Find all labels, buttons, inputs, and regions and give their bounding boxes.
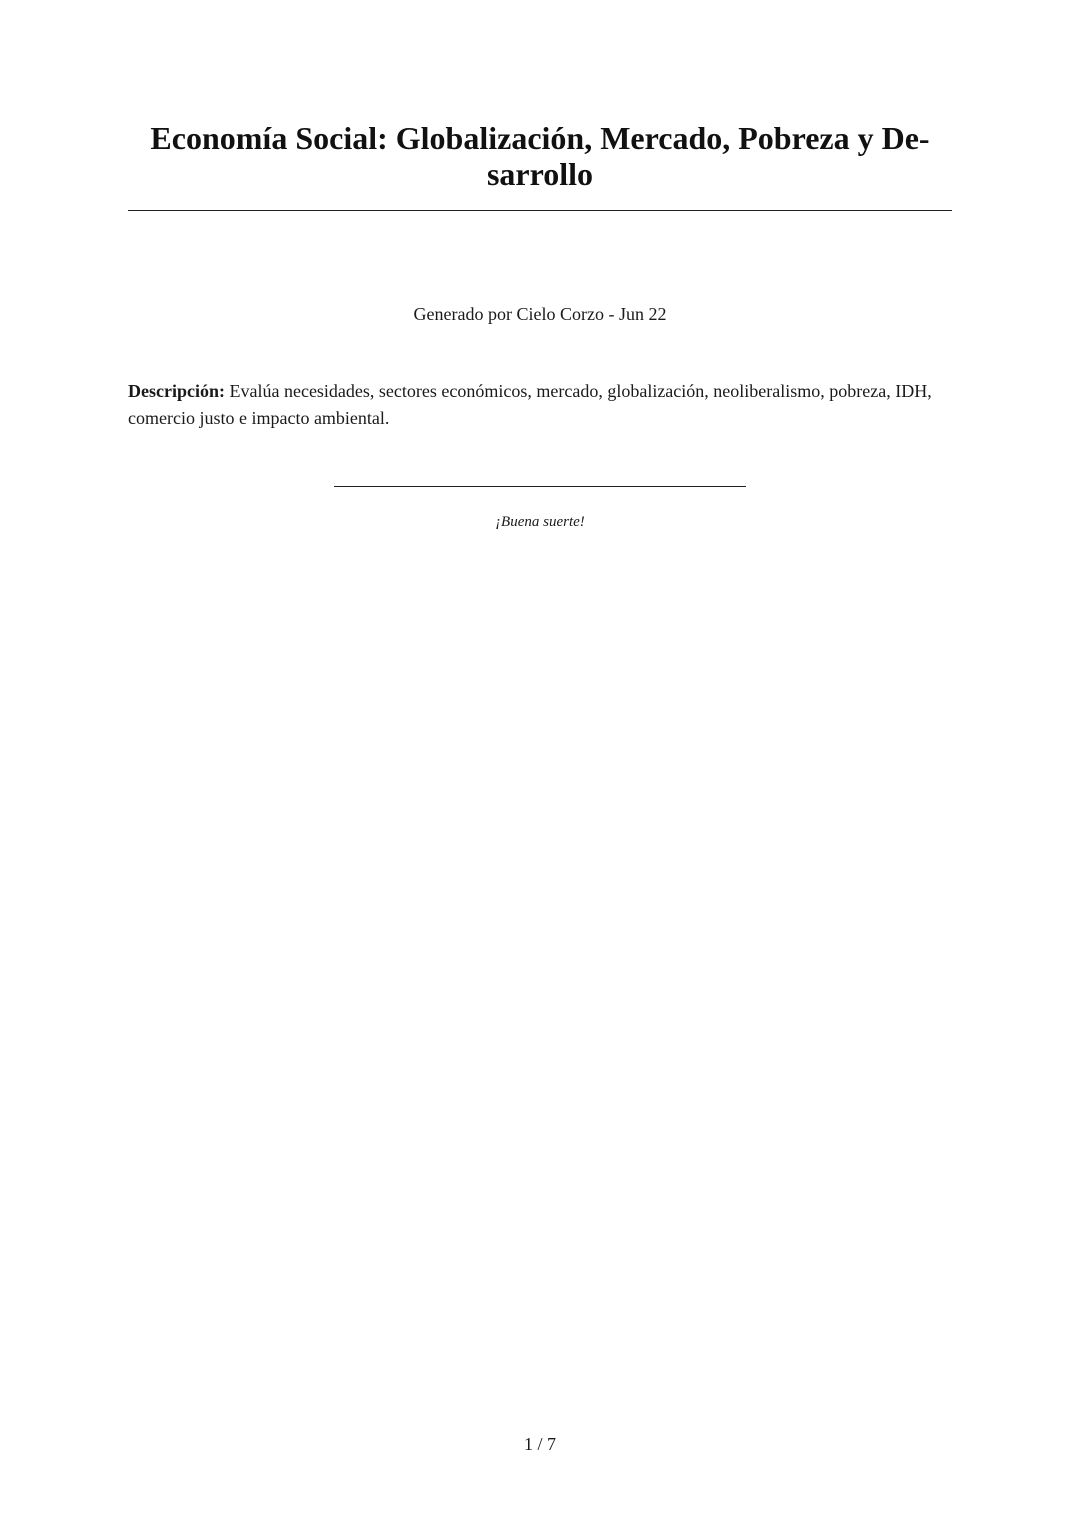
description-text: Evalúa necesidades, sectores económicos, mercado, globalización, neoliberalismo, pobreza, IDH, comercio justo e impacto ambiental. bbox=[128, 381, 932, 428]
author-byline: Generado por Cielo Corzo - Jun 22 bbox=[413, 304, 667, 324]
document-title-line-1: Economía Social: Globalización, Mercado, Pobreza y De- bbox=[150, 120, 930, 156]
document-title-line-2: sarrollo bbox=[486, 156, 594, 192]
description-paragraph bbox=[128, 378, 952, 432]
page-number: 1 / 7 bbox=[523, 1434, 556, 1454]
document-title bbox=[128, 120, 952, 192]
title-divider bbox=[128, 210, 952, 211]
description-label: Descripción: bbox=[128, 381, 225, 401]
closing-message: ¡Buena suerte! bbox=[495, 514, 585, 530]
section-divider bbox=[334, 486, 746, 487]
